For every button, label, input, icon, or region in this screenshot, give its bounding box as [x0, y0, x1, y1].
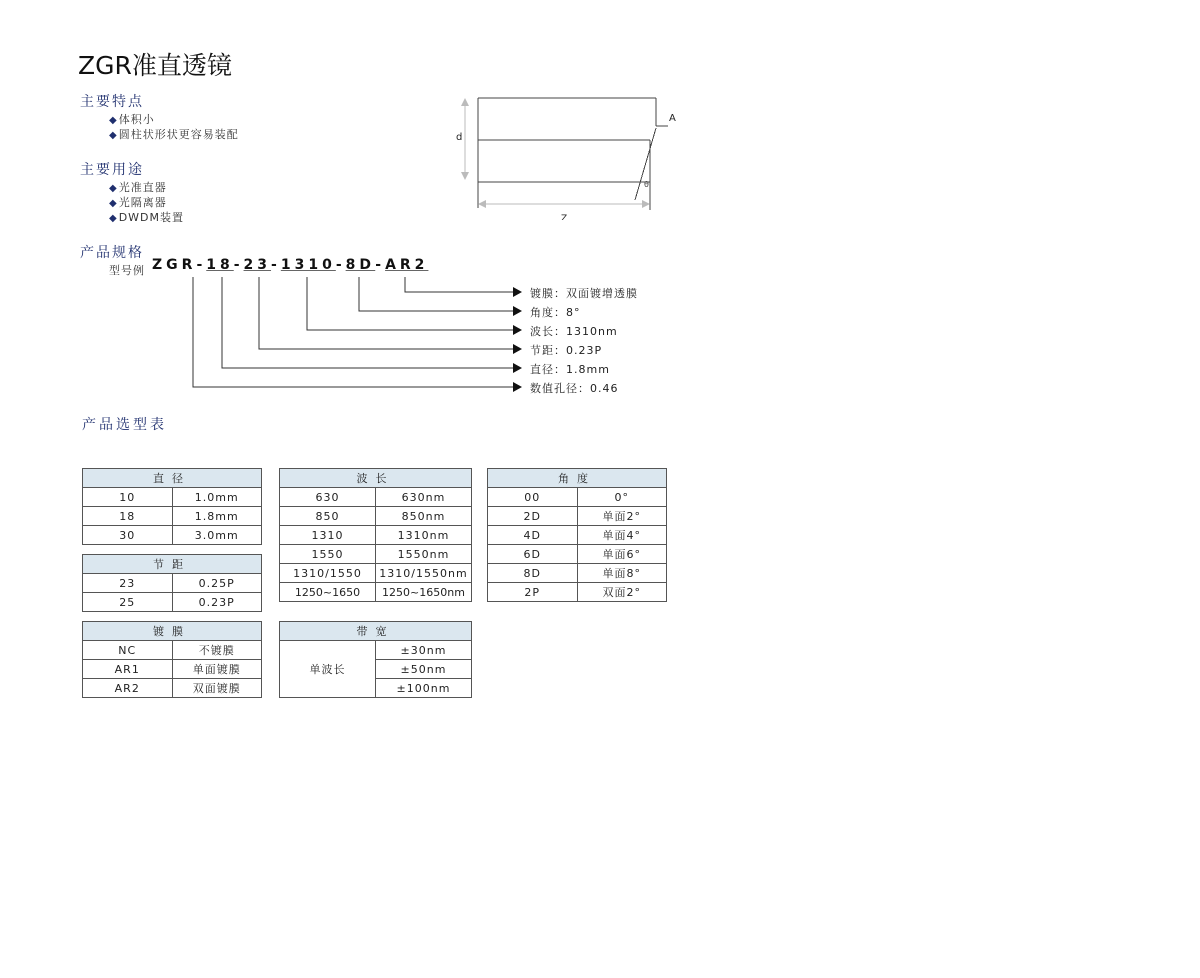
diamond-bullet-icon: ◆: [109, 198, 118, 209]
table-header: 带宽: [280, 622, 472, 641]
model-part-diameter: 18: [206, 257, 234, 273]
callout-na: 数值孔径：0.46: [530, 382, 619, 395]
model-example-label: 型号例: [109, 264, 145, 277]
table-row: 10 1.0mm: [83, 488, 262, 507]
feature-item: ◆体积小: [109, 113, 155, 126]
arrow-icon: [513, 382, 522, 392]
callout-angle: 角度：8°: [530, 306, 581, 319]
model-sep: -: [233, 257, 244, 273]
table-row: 00 0°: [488, 488, 667, 507]
table-row: NC 不镀膜: [83, 641, 262, 660]
application-item: ◆光隔离器: [109, 196, 167, 209]
callout-pitch: 节距：0.23P: [530, 344, 603, 357]
page-title: ZGR准直透镜: [78, 51, 232, 80]
table-row: 23 0.25P: [83, 574, 262, 593]
diagram-label-a: A: [669, 113, 676, 124]
model-sep: -: [375, 257, 386, 273]
diagram-label-theta: θ: [644, 180, 649, 189]
feature-item: ◆圆柱状形状更容易装配: [109, 128, 239, 141]
model-part-pitch: 23: [243, 257, 272, 273]
table-row: 4D 单面4°: [488, 526, 667, 545]
diagram-label-z: Z: [561, 214, 568, 220]
wavelength-table: [279, 468, 472, 602]
table-row: 1550 1550nm: [280, 545, 472, 564]
spec-heading: 产品规格: [80, 245, 144, 261]
model-part-coating: AR2: [385, 257, 429, 273]
arrow-icon: [513, 287, 522, 297]
table-row: 18 1.8mm: [83, 507, 262, 526]
table-row: 2P 双面2°: [488, 583, 667, 602]
features-heading: 主要特点: [80, 94, 144, 110]
table-row: 8D 单面8°: [488, 564, 667, 583]
coating-table: [82, 621, 262, 698]
arrow-icon: [513, 325, 522, 335]
table-row: AR1 单面镀膜: [83, 660, 262, 679]
angle-table: [487, 468, 667, 602]
callout-diameter: 直径：1.8mm: [530, 363, 610, 376]
arrow-icon: [513, 306, 522, 316]
arrow-icon: [513, 344, 522, 354]
applications-heading: 主要用途: [80, 162, 144, 178]
model-part-angle: 8D: [345, 257, 376, 273]
diamond-bullet-icon: ◆: [109, 115, 118, 126]
diamond-bullet-icon: ◆: [109, 183, 118, 194]
table-row: 30 3.0mm: [83, 526, 262, 545]
table-row: 1250~1650 1250~1650nm: [280, 583, 472, 602]
table-row: 6D 单面6°: [488, 545, 667, 564]
table-row: 单波长 ±30nm: [280, 641, 472, 660]
table-row: 850 850nm: [280, 507, 472, 526]
model-sep: -: [271, 257, 281, 273]
selection-heading: 产品选型表: [82, 417, 167, 433]
diagram-label-d: d: [456, 132, 463, 143]
model-part-wavelength: 1310: [280, 257, 336, 273]
table-row: ±100nm: [280, 679, 472, 698]
arrow-icon: [513, 363, 522, 373]
table-header: 直径: [83, 469, 262, 488]
table-row: ±50nm: [280, 660, 472, 679]
table-row: 2D 单面2°: [488, 507, 667, 526]
application-item: ◆DWDM装置: [109, 211, 185, 224]
table-row: 25 0.23P: [83, 593, 262, 612]
bandwidth-table: [279, 621, 472, 698]
pitch-table: [82, 554, 262, 612]
diamond-bullet-icon: ◆: [109, 213, 118, 224]
table-header: 角度: [488, 469, 667, 488]
table-row: AR2 双面镀膜: [83, 679, 262, 698]
application-item: ◆光准直器: [109, 181, 167, 194]
diameter-table: [82, 468, 262, 545]
table-header: 节距: [83, 555, 262, 574]
model-part-series: ZGR: [152, 257, 197, 273]
callout-coating: 镀膜：双面镀增透膜: [530, 287, 638, 300]
model-sep: -: [335, 257, 346, 273]
diamond-bullet-icon: ◆: [109, 130, 118, 141]
table-row: 630 630nm: [280, 488, 472, 507]
table-header: 波长: [280, 469, 472, 488]
callout-wavelength: 波长：1310nm: [530, 325, 618, 338]
table-header: 镀膜: [83, 622, 262, 641]
table-row: 1310/1550 1310/1550nm: [280, 564, 472, 583]
table-row: 1310 1310nm: [280, 526, 472, 545]
model-sep: -: [196, 257, 207, 273]
